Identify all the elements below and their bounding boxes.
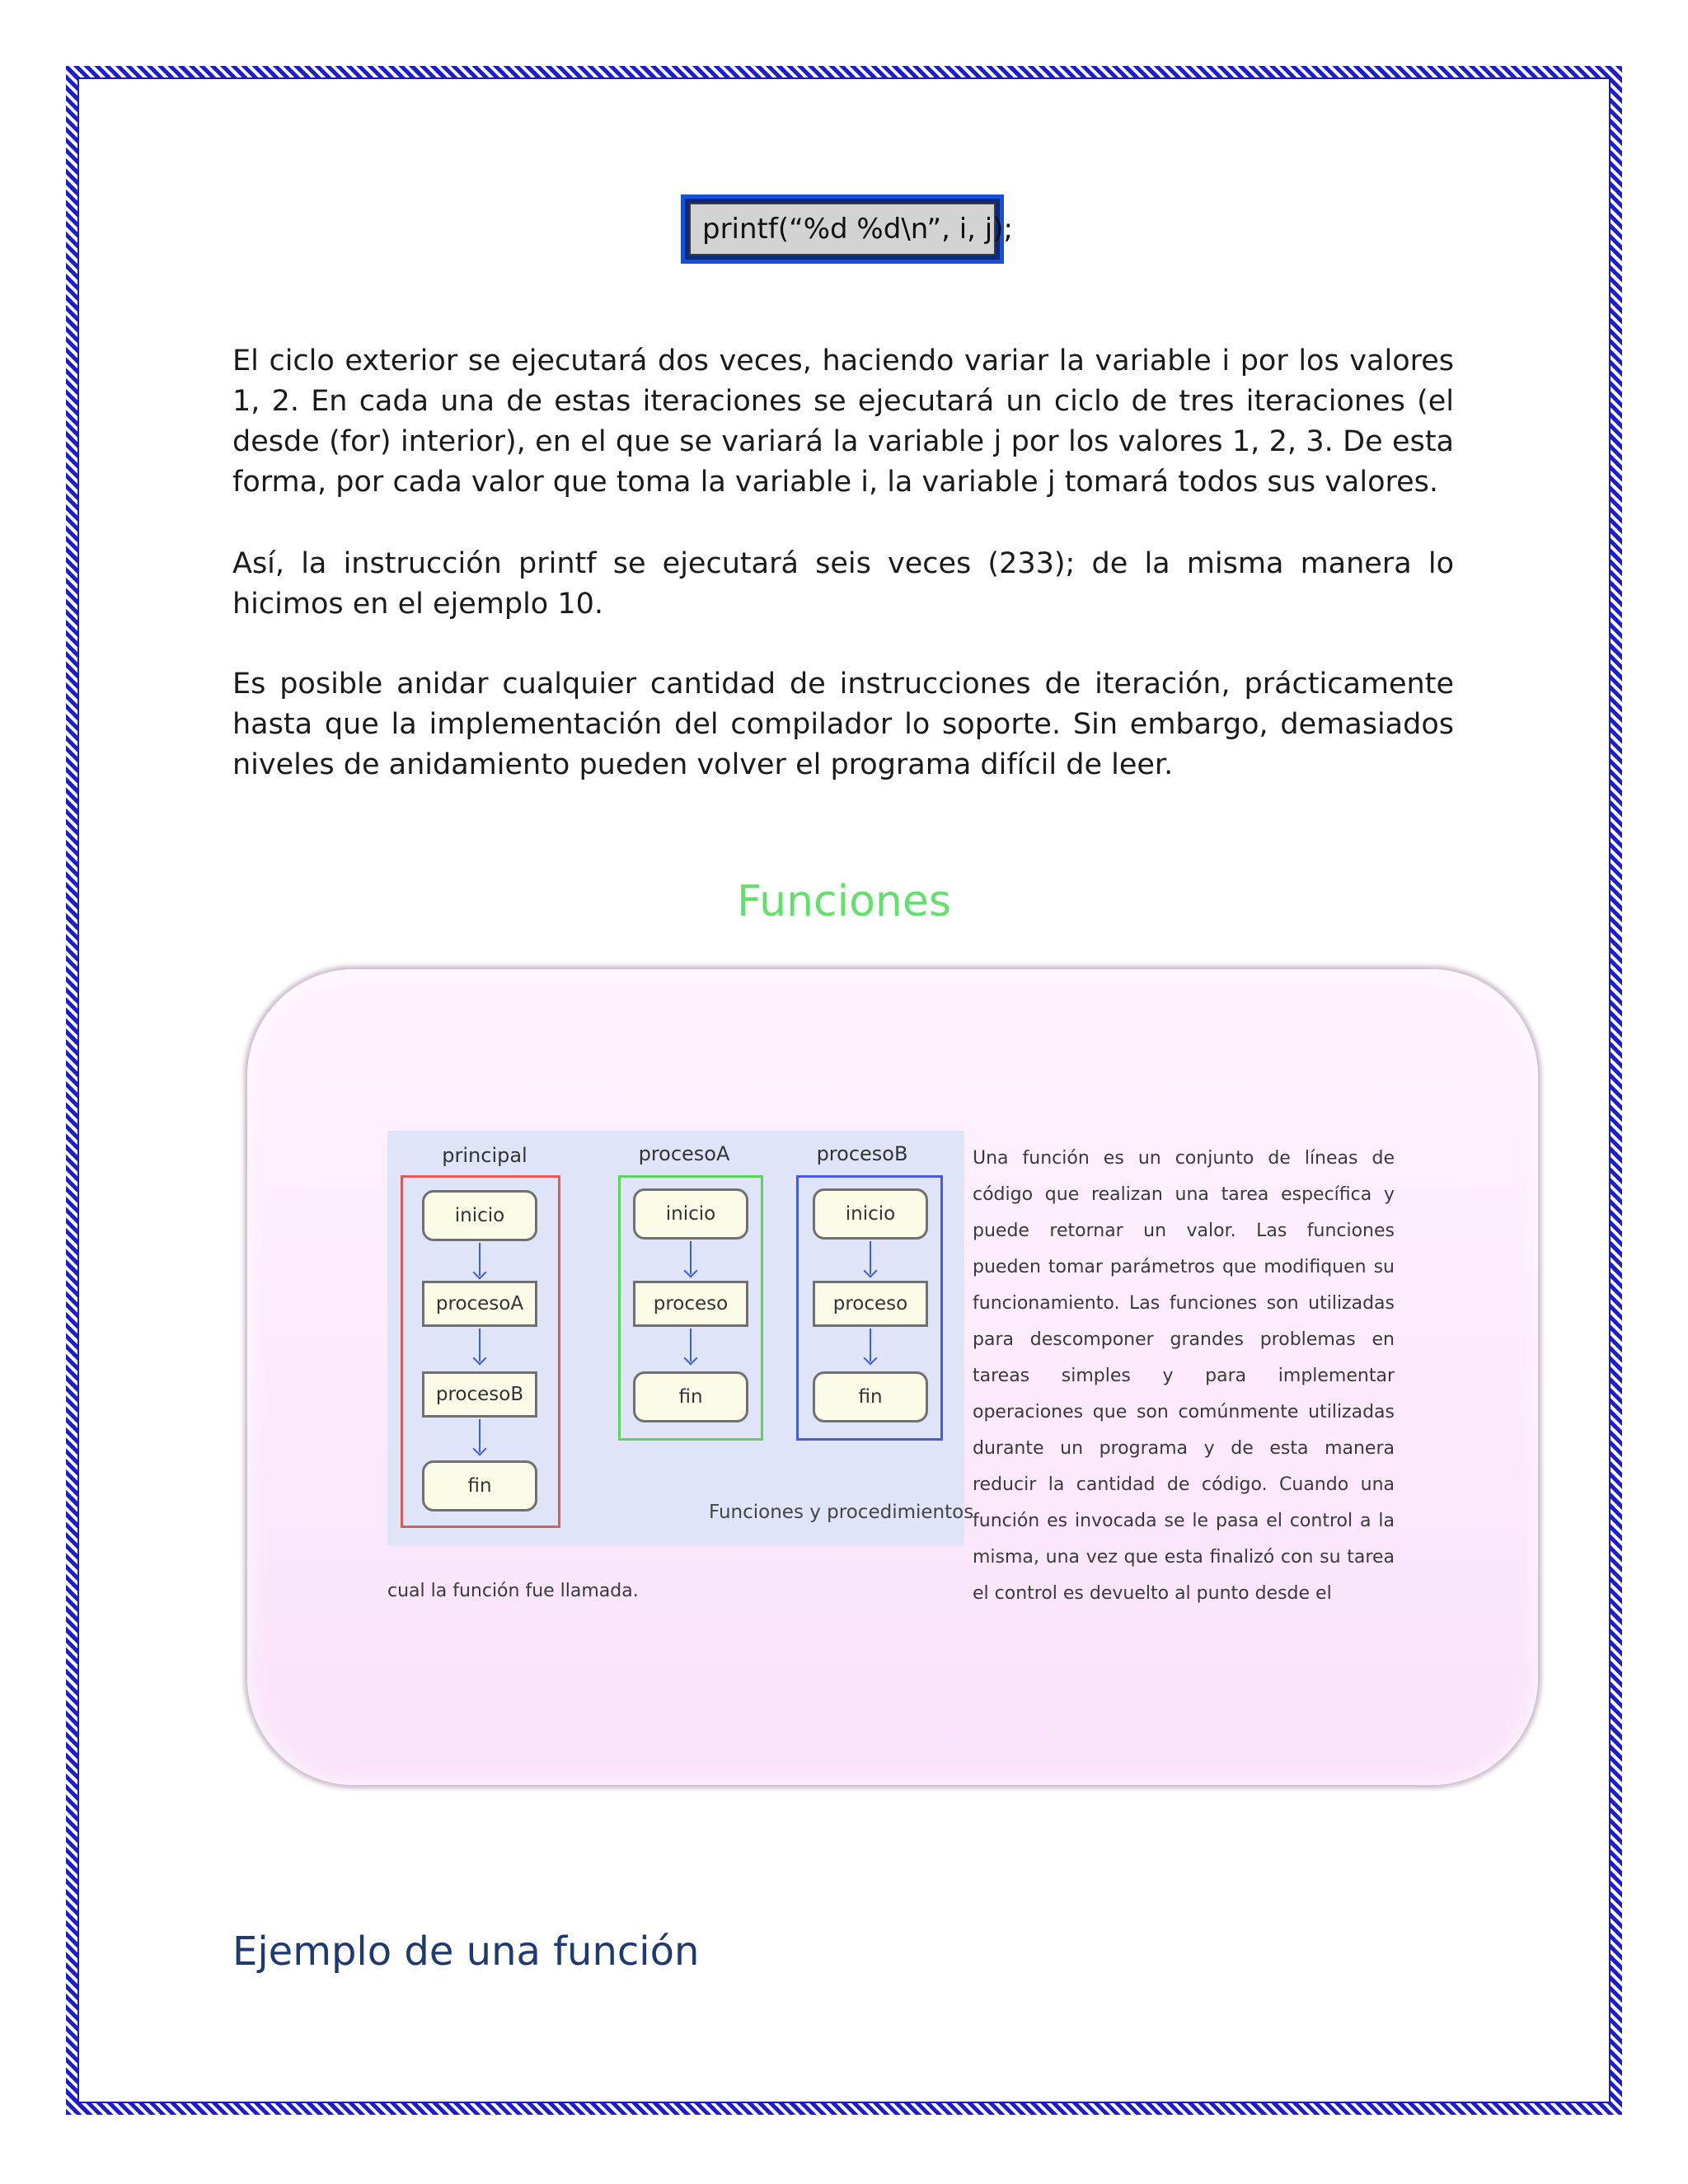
node-principal-inicio: inicio [422, 1190, 537, 1241]
paragraph-2: Así, la instrucción printf se ejecutará seis veces (233); de la misma manera lo hicimos en el ejemplo 10. [232, 547, 1454, 621]
node-procesoB-proceso: proceso [813, 1281, 928, 1327]
arrow-down-icon [479, 1419, 481, 1452]
node-procesoA-fin: fin [633, 1371, 748, 1422]
functions-diagram [387, 1131, 964, 1546]
heading-ejemplo: Ejemplo de una función [232, 1929, 700, 1975]
column-title-procesoA: procesoA [638, 1142, 730, 1165]
arrow-down-icon [690, 1241, 692, 1274]
code-snippet-box [681, 194, 1013, 264]
node-procesoB-inicio: inicio [813, 1188, 928, 1240]
diagram-caption: Funciones y procedimientos [709, 1502, 974, 1523]
node-procesoA-inicio: inicio [633, 1188, 748, 1240]
functions-description-tail: cual la función fue llamada. [387, 1581, 639, 1601]
paragraph-1: El ciclo exterior se ejecutará dos veces, haciendo variar la variable i por los valores 1, 2. En cada una de estas iteraciones se ejecutará un ciclo de tres iteraciones (el desde (for) interior), en el que se variará la variable j por los valores 1, 2, 3. De esta forma, por cada valor que toma la variable i, la variable j tomará todos sus valores. [232, 344, 1454, 499]
arrow-down-icon [870, 1241, 871, 1274]
node-principal-procesoA: procesoA [422, 1281, 537, 1327]
code-snippet: printf(“%d %d\n”, i, j); [689, 203, 996, 255]
arrow-down-icon [479, 1329, 481, 1361]
heading-funciones: Funciones [737, 877, 951, 926]
column-title-procesoB: procesoB [816, 1142, 908, 1165]
arrow-down-icon [479, 1243, 481, 1276]
arrow-down-icon [870, 1329, 871, 1361]
node-procesoB-fin: fin [813, 1371, 928, 1422]
paragraph-3: Es posible anidar cualquier cantidad de instrucciones de iteración, prácticamente hasta que la implementación del compilador lo soporte. Sin embargo, demasiados niveles de anidamiento pueden volver el programa difícil de leer. [232, 668, 1454, 781]
functions-description: Una función es un conjunto de líneas de código que realizan una tarea específica y puede retornar un valor. Las funciones pueden tomar parámetros que modifiquen su funcionamiento. Las funciones son utilizadas para descomponer grandes problemas en tareas simples y para implementar operaciones que son comúnmente utilizadas durante un programa y de esta manera reducir la cantidad de código. Cuando una función es invocada se le pasa el control a la misma, una vez que esta finalizó con su tarea el control es devuelto al punto desde el [973, 1148, 1395, 1604]
node-principal-procesoB: procesoB [422, 1371, 537, 1418]
node-principal-fin: fin [422, 1460, 537, 1511]
column-title-principal: principal [442, 1144, 528, 1167]
node-procesoA-proceso: proceso [633, 1281, 748, 1327]
arrow-down-icon [690, 1329, 692, 1361]
